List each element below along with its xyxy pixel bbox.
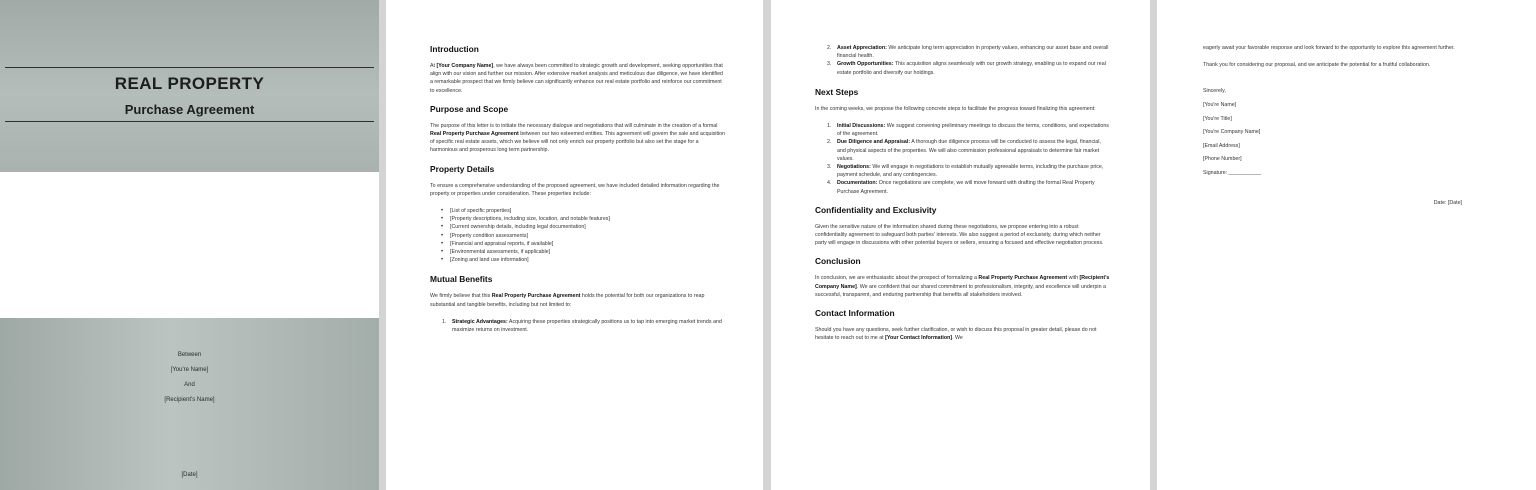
- property-details-paragraph: To ensure a comprehensive understanding of the proposed agreement, we have included detailed information regarding the property or properties under consideration. These properties include:: [430, 182, 720, 197]
- list-item: 1. Strategic Advantages: Acquiring these properties strategically positions us to tap into emerging market trends and maximize returns on investment.: [442, 318, 722, 334]
- introduction-heading: Introduction: [430, 44, 479, 54]
- confidentiality-heading: Confidentiality and Exclusivity: [815, 204, 937, 215]
- next-steps-heading: Next Steps: [815, 86, 859, 97]
- list-item: • [Zoning and land use information]: [450, 256, 726, 264]
- purpose-heading: Purpose and Scope: [430, 103, 509, 114]
- contact-heading: Contact Information: [815, 308, 895, 319]
- cover-top-rule: [5, 67, 374, 68]
- signer-phone: [Phone Number]: [1203, 156, 1242, 163]
- document-page-2: [386, 0, 763, 490]
- mutual-benefits-heading: Mutual Benefits: [430, 274, 493, 285]
- next-steps-paragraph: In the coming weeks, we propose the following concrete steps to facilitate the progress toward finalizing this agreement:: [815, 105, 1096, 112]
- list-item: • [Property condition assessments]: [450, 232, 726, 240]
- signature-line: Signature: ___________: [1203, 169, 1262, 176]
- benefits-list-continued: [827, 44, 1111, 77]
- conclusion-heading: Conclusion: [815, 256, 861, 267]
- list-item: 4. Documentation: Once negotiations are complete, we will move forward with drafting the formal Real Property Purchase Agreement.: [827, 180, 1095, 195]
- list-item: 3. Negotiations: We will engage in negotiations to establish mutually agreeable terms, including the purchase price, payment schedule, and any contingencies.: [827, 164, 1104, 179]
- next-steps-list: [827, 122, 1111, 196]
- benefits-list: [442, 318, 726, 334]
- confidentiality-paragraph: Given the sensitive nature of the information shared during these negotiations, we propose entering into a robust confidentiality agreement to safeguard both parties' interests. We also suggest a period of exclusivity, during which neither party will engage in discussions with other potential buyers or sellers, ensuring a focused and effective negotiation process.: [815, 223, 1104, 247]
- list-item: 1. Initial Discussions: We suggest convening preliminary meetings to discuss the terms, conditions, and expectations of the agreement.: [827, 123, 1109, 138]
- cover-your-name: [You're Name]: [170, 367, 209, 373]
- cover-footer-band: [0, 318, 379, 490]
- list-item: 2. Due Diligence and Appraisal: A thorough due diligence process will be conducted to assess the legal, financial, and physical aspects of the properties. We will also commission professional appraisals to determine fair market values.: [827, 139, 1101, 162]
- introduction-paragraph: At [Your Company Name], we have always been committed to strategic growth and development, seeking opportunities that align with our vision and further our mission. After extensive market analysis and meticulous due diligence, we have identified a remarkable prospect that we firmly believe can significantly enhance our real estate portfolio and reinforce our commitment to excellence.: [430, 63, 723, 94]
- cover-header-band: [0, 0, 379, 172]
- list-item: 3. Growth Opportunities: This acquisition aligns seamlessly with our growth strategy, enabling us to expand our real estate portfolio and diversify our holdings.: [827, 61, 1106, 76]
- list-item: • [Environmental assessments, if applicable]: [450, 248, 726, 256]
- cover-bottom-rule: [5, 121, 374, 122]
- cover-date: [Date]: [181, 472, 198, 478]
- contact-paragraph: Should you have any questions, seek further clarification, or wish to discuss this proposal in greater detail, please do not hesitate to reach out to me at [Your Contact Information]. We: [815, 327, 1097, 342]
- property-details-list: [450, 207, 726, 264]
- conclusion-paragraph: In conclusion, we are enthusiastic about the prospect of formalizing a Real Property Purchase Agreement with [Recipient's Company Name]. We are confident that our shared commitment to professionalism, integrity, and excellence will underpin a successful, transparent, and enduring partnership that benefits all stakeholders involved.: [815, 275, 1110, 298]
- document-page-3: [771, 0, 1150, 490]
- cover-between: Between: [177, 352, 202, 358]
- signature-date: Date: [Date]: [1433, 200, 1462, 206]
- cover-title: REAL PROPERTY: [114, 74, 265, 93]
- closing-salutation: Sincerely,: [1203, 88, 1226, 95]
- signer-name: [You're Name]: [1203, 102, 1237, 108]
- property-details-heading: Property Details: [430, 163, 495, 174]
- cover-subtitle: Purchase Agreement: [124, 102, 255, 117]
- purpose-paragraph: The purpose of this letter is to initiate the necessary dialogue and negotiations that will culminate in the creation of a formal Real Property Purchase Agreement between our two esteemed entities. This agreement will govern the sale and acquisition of specific real estate assets, which we believe will not only enrich our property portfolio but also set the stage for a harmonious and prosperous long term partnership.: [430, 122, 726, 154]
- cover-and: And: [184, 382, 195, 388]
- thank-you-paragraph: Thank you for considering our proposal, and we anticipate the potential for a fruitful collaboration.: [1203, 62, 1431, 69]
- list-item: • [Financial and appraisal reports, if available]: [450, 240, 726, 248]
- list-item: • [List of specific properties]: [450, 207, 726, 215]
- mutual-benefits-paragraph: We firmly believe that this Real Property Purchase Agreement holds the potential for both our organizations to reap substantial and tangible benefits, including but not limited to:: [430, 293, 705, 308]
- signer-title: [You're Title]: [1203, 115, 1232, 122]
- signer-email: [Email Address]: [1203, 142, 1240, 149]
- cover-page: [0, 0, 379, 490]
- signer-company: [You're Company Name]: [1203, 129, 1261, 136]
- cover-recipient-name: [Recipient's Name]: [164, 397, 215, 403]
- list-item: • [Property descriptions, including size, location, and notable features]: [450, 215, 726, 223]
- document-page-4: [1157, 0, 1536, 490]
- continued-paragraph: eagerly await your favorable response and look forward to the opportunity to explore this agreement further.: [1203, 45, 1455, 51]
- list-item: 2. Asset Appreciation: We anticipate long term appreciation in property values, enhancing our asset base and overall financial health.: [827, 45, 1109, 60]
- list-item: • [Current ownership details, including legal documentation]: [450, 223, 726, 231]
